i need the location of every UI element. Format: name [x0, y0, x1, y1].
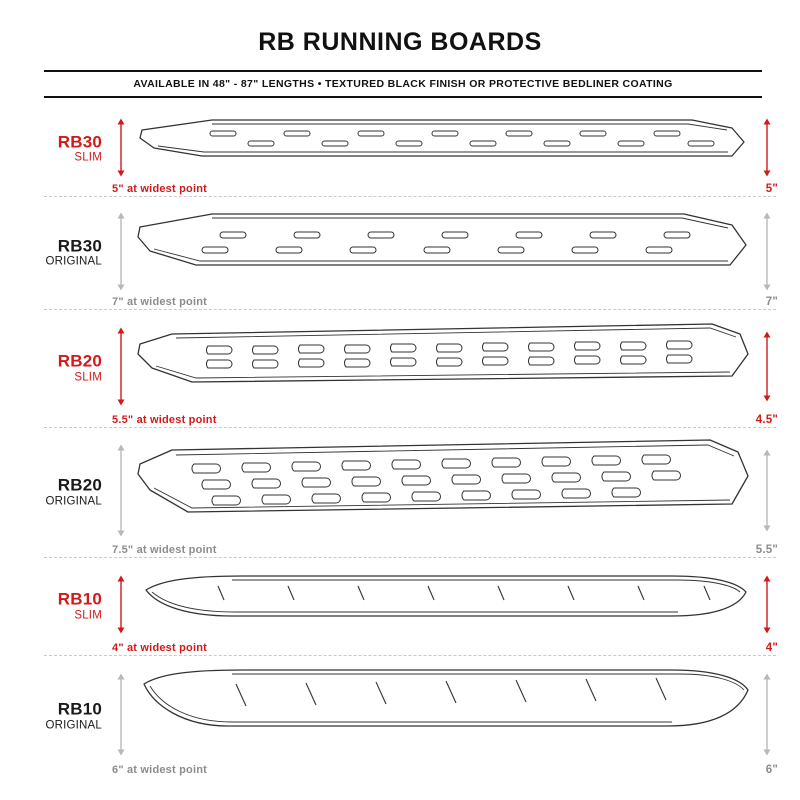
- board-row: [0, 197, 800, 310]
- row-labels: [0, 477, 108, 510]
- model-variant: ORIGINAL: [45, 256, 102, 269]
- board-row: [0, 656, 800, 778]
- board-row: [0, 310, 800, 428]
- left-height-arrow: [116, 118, 126, 181]
- left-height-arrow: [116, 576, 126, 639]
- left-height-arrow: [116, 328, 126, 411]
- row-labels: [0, 133, 108, 166]
- subtitle-text: AVAILABLE IN 48" - 87" LENGTHS • TEXTURED BLACK FINISH OR PROTECTIVE BEDLINER COATING: [133, 78, 673, 90]
- row-labels: [0, 237, 108, 270]
- board-row: [0, 102, 800, 197]
- right-height-arrow: [762, 118, 772, 181]
- board-illustration: [132, 656, 756, 778]
- board-illustration: [132, 310, 756, 428]
- right-measure-label: 7": [765, 296, 778, 308]
- model-name: RB10: [57, 699, 102, 719]
- row-labels: [0, 591, 108, 624]
- right-measure-label: 6": [765, 764, 778, 776]
- model-variant: SLIM: [74, 609, 102, 622]
- subtitle-band: [44, 70, 762, 98]
- left-height-arrow: [116, 674, 126, 761]
- model-name: RB10: [57, 589, 102, 609]
- page-title: RB RUNNING BOARDS: [258, 28, 542, 56]
- left-height-arrow: [116, 212, 126, 295]
- right-measure-label: 4": [765, 642, 778, 654]
- row-labels: [0, 701, 108, 734]
- left-height-arrow: [116, 445, 126, 542]
- right-height-arrow: [762, 576, 772, 639]
- left-measure-label: 4" at widest point: [112, 642, 207, 654]
- board-illustration: [132, 428, 756, 558]
- right-height-arrow: [762, 332, 772, 407]
- board-illustration: [132, 102, 756, 197]
- model-variant: SLIM: [74, 152, 102, 165]
- right-height-arrow: [762, 450, 772, 537]
- board-row: [0, 558, 800, 656]
- right-measure-label: 5.5": [755, 544, 778, 556]
- model-name: RB30: [57, 132, 102, 152]
- model-name: RB20: [57, 351, 102, 371]
- left-measure-label: 7" at widest point: [112, 296, 207, 308]
- right-height-arrow: [762, 674, 772, 761]
- left-measure-label: 6" at widest point: [112, 764, 207, 776]
- right-measure-label: 5": [765, 183, 778, 195]
- board-illustration: [132, 558, 756, 656]
- model-name: RB20: [57, 475, 102, 495]
- model-name: RB30: [57, 236, 102, 256]
- board-illustration: [132, 197, 756, 310]
- model-variant: ORIGINAL: [45, 495, 102, 508]
- row-labels: [0, 353, 108, 386]
- board-rows: [0, 102, 800, 778]
- header: [0, 0, 800, 98]
- board-row: [0, 428, 800, 558]
- right-height-arrow: [762, 212, 772, 295]
- right-measure-label: 4.5": [755, 414, 778, 426]
- model-variant: ORIGINAL: [45, 719, 102, 732]
- left-measure-label: 5.5" at widest point: [112, 414, 217, 426]
- left-measure-label: 7.5" at widest point: [112, 544, 217, 556]
- left-measure-label: 5" at widest point: [112, 183, 207, 195]
- model-variant: SLIM: [74, 371, 102, 384]
